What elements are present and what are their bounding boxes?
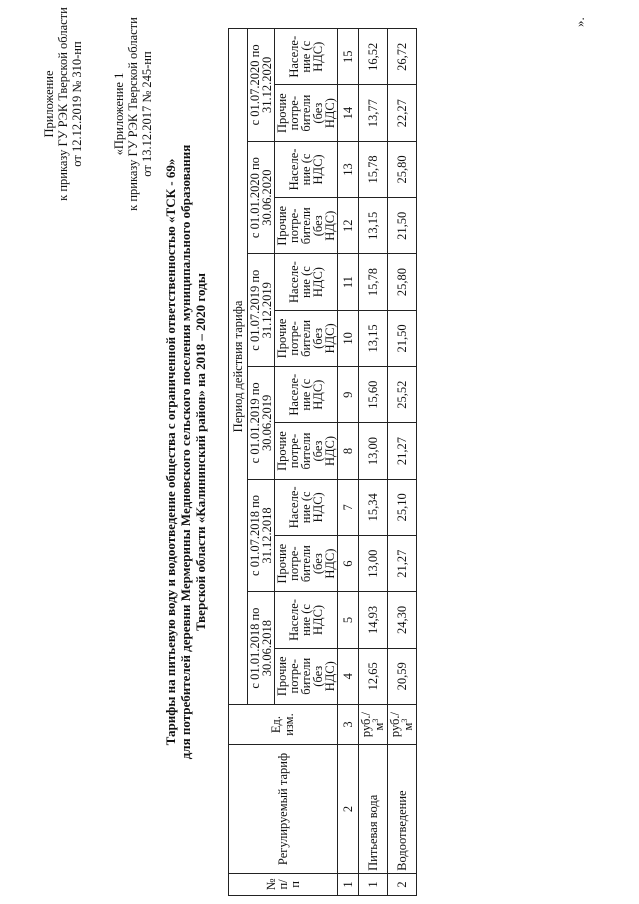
table-row xyxy=(359,29,388,896)
tariff-value: 13,77 xyxy=(359,85,388,141)
tariff-value: 13,00 xyxy=(359,423,388,479)
column-number: 13 xyxy=(338,141,359,197)
appendix-line: от 13.12.2017 № 245-нп xyxy=(140,51,154,177)
tariff-value: 24,30 xyxy=(388,592,417,648)
subheader-population: Населе- ние (с НДС) xyxy=(275,29,338,85)
tariff-value: 14,93 xyxy=(359,592,388,648)
column-number: 10 xyxy=(338,310,359,366)
column-number: 7 xyxy=(338,479,359,535)
subheader-population: Населе- ние (с НДС) xyxy=(275,367,338,423)
tariff-value: 21,27 xyxy=(388,535,417,591)
unit-text: руб./м xyxy=(359,711,386,738)
tariff-value: 13,15 xyxy=(359,198,388,254)
row-number: 1 xyxy=(359,873,388,895)
title-line: Тарифы на питьевую воду и водоотведение общества с ограниченной ответственностью «ТСК - 69» xyxy=(163,158,178,746)
column-number: 8 xyxy=(338,423,359,479)
subheader-population: Населе- ние (с НДС) xyxy=(275,592,338,648)
column-number: 4 xyxy=(338,648,359,704)
period-header: с 01.07.2020 по 31.12.2020 xyxy=(248,29,275,142)
tariff-value: 16,52 xyxy=(359,29,388,85)
column-number: 9 xyxy=(338,367,359,423)
appendix-line: к приказу ГУ РЭК Тверской области xyxy=(56,7,70,201)
header-period: Период действия тарифа xyxy=(229,29,248,705)
title-line: Тверской области «Калининский район» на 2018 – 2020 годы xyxy=(193,273,208,631)
tariff-value: 21,50 xyxy=(388,198,417,254)
subheader-other-consumers: Прочие потре- бители (без НДС) xyxy=(275,85,338,141)
appendix-line: «Приложение 1 xyxy=(112,72,126,156)
tariff-value: 13,15 xyxy=(359,310,388,366)
tariff-name: Водоотведение xyxy=(388,745,417,874)
table-row xyxy=(388,29,417,896)
document-title xyxy=(163,0,208,904)
tariff-value: 22,27 xyxy=(388,85,417,141)
tariff-value: 15,78 xyxy=(359,141,388,197)
column-number: 14 xyxy=(338,85,359,141)
period-header: с 01.01.2018 по 30.06.2018 xyxy=(248,592,275,705)
tariff-value: 25,10 xyxy=(388,479,417,535)
subheader-other-consumers: Прочие потре- бители (без НДС) xyxy=(275,648,338,704)
period-header: с 01.01.2020 по 30.06.2020 xyxy=(248,141,275,254)
period-header: с 01.01.2019 по 30.06.2019 xyxy=(248,367,275,480)
tariff-value: 20,59 xyxy=(388,648,417,704)
appendix-line: от 12.12.2019 № 310-нп xyxy=(70,41,84,167)
previous-appendix-reference xyxy=(112,14,154,214)
subheader-other-consumers: Прочие потре- бители (без НДС) xyxy=(275,423,338,479)
unit-cell xyxy=(359,704,388,744)
tariff-name: Питьевая вода xyxy=(359,745,388,874)
column-number: 15 xyxy=(338,29,359,85)
appendix-line: к приказу ГУ РЭК Тверской области xyxy=(126,17,140,211)
column-number: 2 xyxy=(338,745,359,874)
header-number: № п/ п xyxy=(229,873,338,895)
tariff-value: 15,78 xyxy=(359,254,388,310)
period-header: с 01.07.2019 по 31.12.2019 xyxy=(248,254,275,367)
appendix-reference xyxy=(42,4,84,204)
unit-superscript: 3 xyxy=(399,718,409,723)
tariff-value: 21,27 xyxy=(388,423,417,479)
tariff-value: 25,80 xyxy=(388,141,417,197)
column-number: 1 xyxy=(338,873,359,895)
tariff-table xyxy=(228,28,417,896)
subheader-other-consumers: Прочие потре- бители (без НДС) xyxy=(275,198,338,254)
subheader-population: Населе- ние (с НДС) xyxy=(275,254,338,310)
unit-cell xyxy=(388,704,417,744)
tariff-value: 15,34 xyxy=(359,479,388,535)
subheader-other-consumers: Прочие потре- бители (без НДС) xyxy=(275,535,338,591)
subheader-other-consumers: Прочие потре- бители (без НДС) xyxy=(275,310,338,366)
unit-text: руб./м xyxy=(388,711,415,738)
subheader-population: Населе- ние (с НДС) xyxy=(275,141,338,197)
header-tariff: Регулируемый тариф xyxy=(229,745,338,874)
column-number: 3 xyxy=(338,704,359,744)
tariff-value: 13,00 xyxy=(359,535,388,591)
column-number: 5 xyxy=(338,592,359,648)
tariff-value: 21,50 xyxy=(388,310,417,366)
unit-superscript: 3 xyxy=(370,718,380,723)
closing-quote: ». xyxy=(572,17,587,27)
tariff-value: 26,72 xyxy=(388,29,417,85)
tariff-value: 15,60 xyxy=(359,367,388,423)
column-number: 12 xyxy=(338,198,359,254)
column-number: 6 xyxy=(338,535,359,591)
title-line: для потребителей деревни Мермерины Медновского сельского поселения муниципального образования xyxy=(178,144,193,760)
header-unit: Ед. изм. xyxy=(229,704,338,744)
period-header: с 01.07.2018 по 31.12.2018 xyxy=(248,479,275,592)
appendix-line: Приложение xyxy=(42,70,56,138)
tariff-value: 12,65 xyxy=(359,648,388,704)
tariff-value: 25,80 xyxy=(388,254,417,310)
row-number: 2 xyxy=(388,873,417,895)
tariff-value: 25,52 xyxy=(388,367,417,423)
column-number: 11 xyxy=(338,254,359,310)
subheader-population: Населе- ние (с НДС) xyxy=(275,479,338,535)
